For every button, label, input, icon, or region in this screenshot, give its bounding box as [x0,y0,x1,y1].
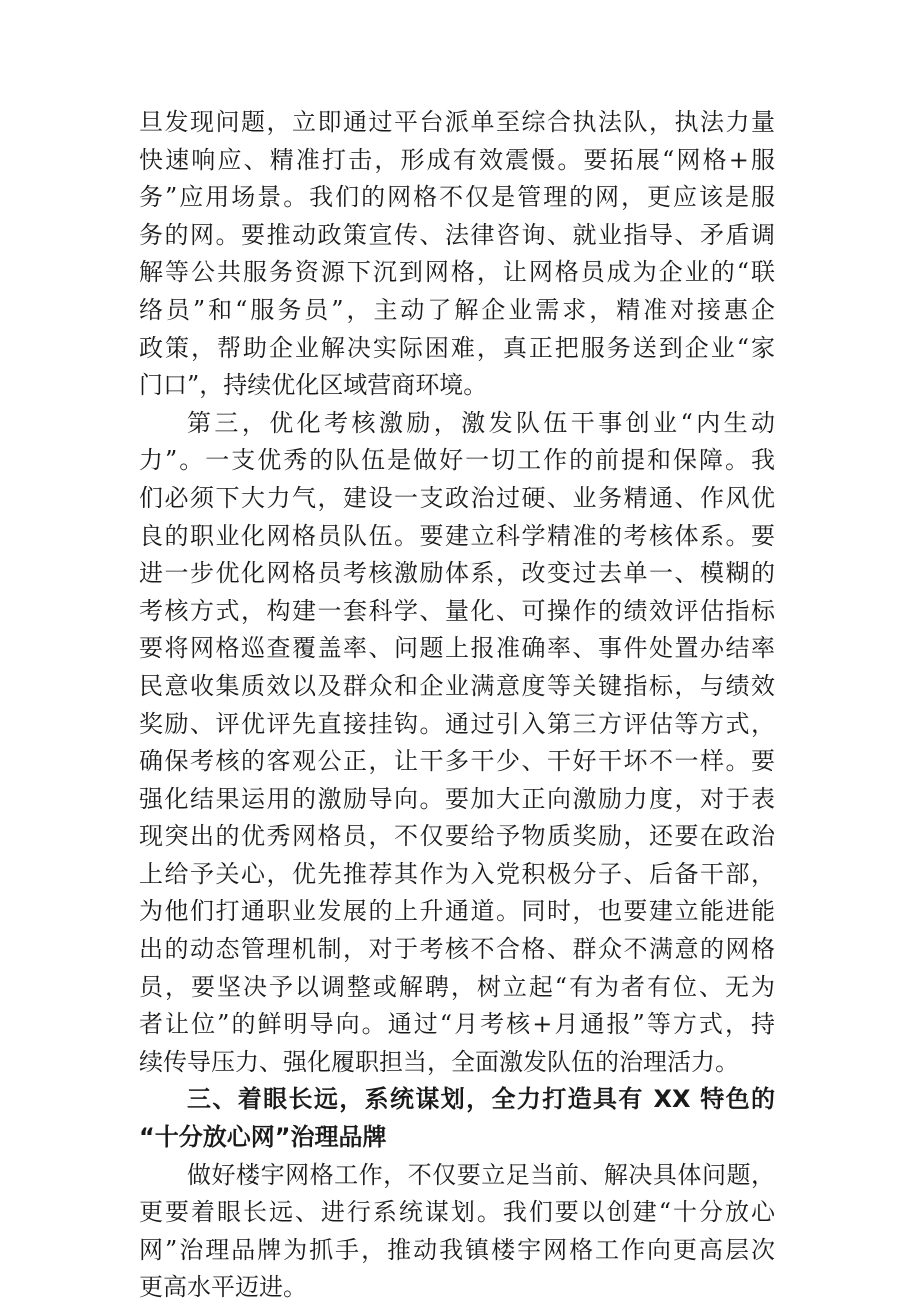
text-line: 续传导压力、强化履职担当，全面激发队伍的治理活力。 [139,1047,739,1076]
text-line: 考核方式，构建一套科学、量化、可操作的绩效评估指标 [139,596,775,625]
text-line: 们必须下大力气，建设一支政治过硬、业务精通、作风优 [139,483,775,512]
paragraph-service-grid [139,104,775,405]
text-line: 务的网。要推动政策宣传、法律咨询、就业指导、矛盾调 [139,220,775,249]
text-line: 务”应用场景。我们的网格不仅是管理的网，更应该是服 [139,183,775,212]
text-line: 政策，帮助企业解决实际困难，真正把服务送到企业“家 [139,333,775,362]
text-line: 确保考核的客观公正，让干多干少、干好干坏不一样。要 [139,747,775,776]
text-line: 做好楼宇网格工作，不仅要立足当前、解决具体问题， [187,1160,775,1189]
section-heading [139,1081,775,1156]
text-line: 出的动态管理机制，对于考核不合格、群众不满意的网格 [139,935,775,964]
text-line: 员，要坚决予以调整或解聘，树立起“有为者有位、无为 [139,972,775,1001]
text-line: 更要着眼长远、进行系统谋划。我们要以创建“十分放心 [139,1198,775,1227]
text-line: 进一步优化网格员考核激励体系，改变过去单一、模糊的 [139,559,775,588]
heading-line: “十分放心网”治理品牌 [139,1123,387,1152]
document-page [139,104,775,1307]
text-line: 力”。一支优秀的队伍是做好一切工作的前提和保障。我 [139,446,775,475]
text-line: 旦发现问题，立即通过平台派单至综合执法队，执法力量 [139,108,775,136]
text-line: 现突出的优秀网格员，不仅要给予物质奖励，还要在政治 [139,822,775,851]
paragraph-assessment-incentive [139,405,775,1082]
text-line: 络员”和“服务员”，主动了解企业需求，精准对接惠企 [139,295,775,324]
text-line: 良的职业化网格员队伍。要建立科学精准的考核体系。要 [139,521,775,550]
text-line: 第三，优化考核激励，激发队伍干事创业“内生动 [187,408,775,437]
text-line: 者让位”的鲜明导向。通过“月考核+月通报”等方式，持 [139,1010,775,1039]
text-line: 解等公共服务资源下沉到网格，让网格员成为企业的“联 [139,258,775,287]
text-line: 要将网格巡查覆盖率、问题上报准确率、事件处置办结率 [139,634,775,663]
heading-line: 三、着眼长远，系统谋划，全力打造具有 XX 特色的 [187,1085,775,1114]
paragraph-closing [139,1157,775,1307]
text-line: 网”治理品牌为抓手，推动我镇楼宇网格工作向更高层次 [139,1235,775,1264]
text-line: 奖励、评优评先直接挂钩。通过引入第三方评估等方式， [139,709,775,738]
text-line: 快速响应、精准打击，形成有效震慑。要拓展“网格+服 [139,145,775,174]
text-line: 民意收集质效以及群众和企业满意度等关键指标，与绩效 [139,671,775,700]
text-line: 上给予关心，优先推荐其作为入党积极分子、后备干部， [139,859,775,888]
text-line: 更高水平迈进。 [139,1273,307,1302]
text-line: 强化结果运用的激励导向。要加大正向激励力度，对于表 [139,784,775,813]
text-line: 门口”，持续优化区域营商环境。 [139,371,488,400]
text-line: 为他们打通职业发展的上升通道。同时，也要建立能进能 [139,897,775,926]
